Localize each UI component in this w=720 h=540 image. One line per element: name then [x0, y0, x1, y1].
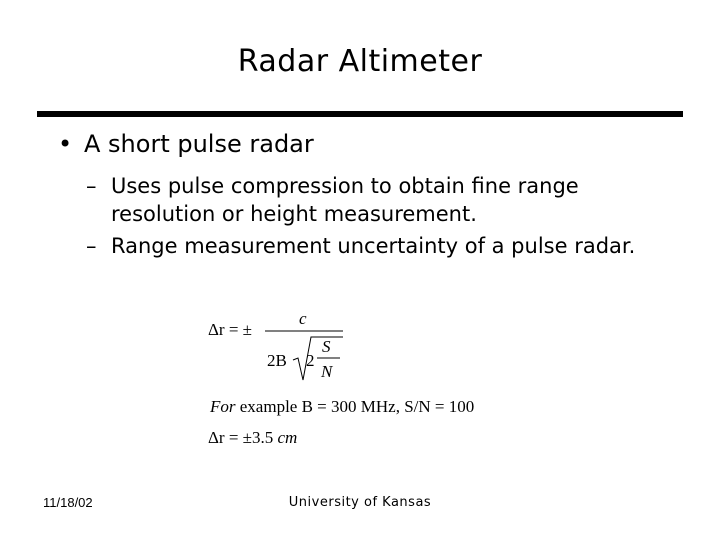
title-divider [37, 111, 683, 117]
formula-numerator: c [299, 309, 307, 328]
formula-lhs: Δr = ± [208, 320, 253, 339]
formula-root-coef: 2 [306, 351, 315, 370]
sub-item-2-text: Range measurement uncertainty of a pulse radar. [111, 234, 636, 258]
formula-root-denominator: N [321, 362, 333, 381]
bullet-text: A short pulse radar [84, 130, 314, 158]
sub-item-dash: – [86, 174, 97, 198]
slide-title: Radar Altimeter [237, 44, 483, 79]
sub-item-1-line2: resolution or height measurement. [111, 202, 477, 226]
footer-date: 11/18/02 [43, 495, 93, 510]
sub-item-1-line1: Uses pulse compression to obtain fine range [111, 174, 579, 198]
example-text: example B = 300 MHz, S/N = 100 [239, 397, 475, 416]
sub-item-2 [86, 232, 635, 260]
example-line [209, 397, 474, 416]
result-line [208, 428, 297, 447]
result-unit: cm [277, 428, 298, 447]
formula-root-numerator: S [322, 337, 331, 356]
sub-item-1 [86, 172, 579, 228]
sub-item-dash: – [86, 234, 97, 258]
range-uncertainty-formula [205, 300, 535, 460]
bullet-item [58, 130, 314, 158]
result-value: Δr = ±3.5 [208, 428, 274, 447]
example-prefix: For [210, 397, 236, 416]
bullet-marker: • [58, 130, 73, 158]
formula-denominator-coef: 2B [267, 351, 287, 370]
footer-institution: University of Kansas [288, 495, 432, 510]
